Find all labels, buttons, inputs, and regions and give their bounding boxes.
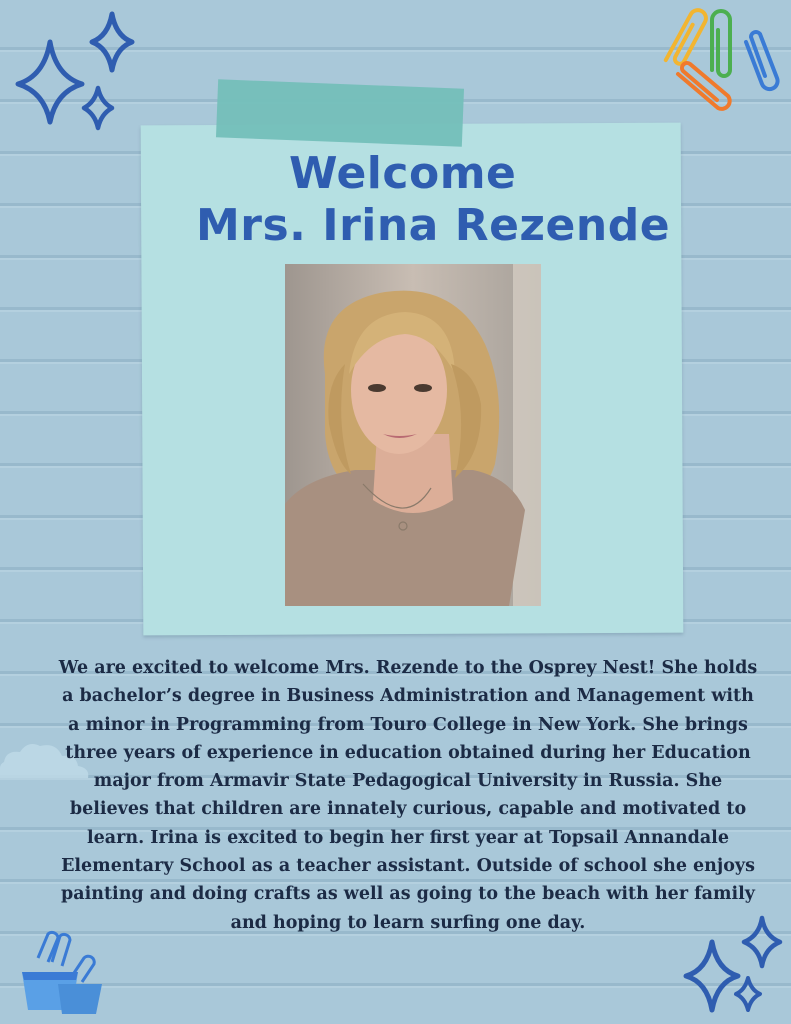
teacher-name-heading: Mrs. Irina Rezende — [196, 200, 671, 251]
portrait-illustration — [285, 264, 541, 606]
tape-strip — [216, 79, 464, 146]
teacher-photo — [285, 264, 541, 606]
teacher-bio: We are excited to welcome Mrs. Rezende to the Osprey Nest! She holds a bachelor’s degree in Business Administration and Management with a minor in Programming from Touro College in New York. She brings three years of experience in education obtained during her Education major from Armavir State Pedagogical University in Russia. She believes that children are innately curious, capable and motivated to learn. Irina is excited to begin her first year at Topsail Annandale Elementary School as a teacher assistant. Outside of school she enjoys painting and doing crafts as well as going to the beach with her family and hoping to learn surfing one day. — [58, 658, 758, 933]
binder-clip-icon — [18, 928, 108, 1018]
sparkle-icon — [14, 8, 144, 138]
paperclip-icon — [650, 0, 791, 124]
welcome-heading: Welcome — [289, 148, 517, 199]
